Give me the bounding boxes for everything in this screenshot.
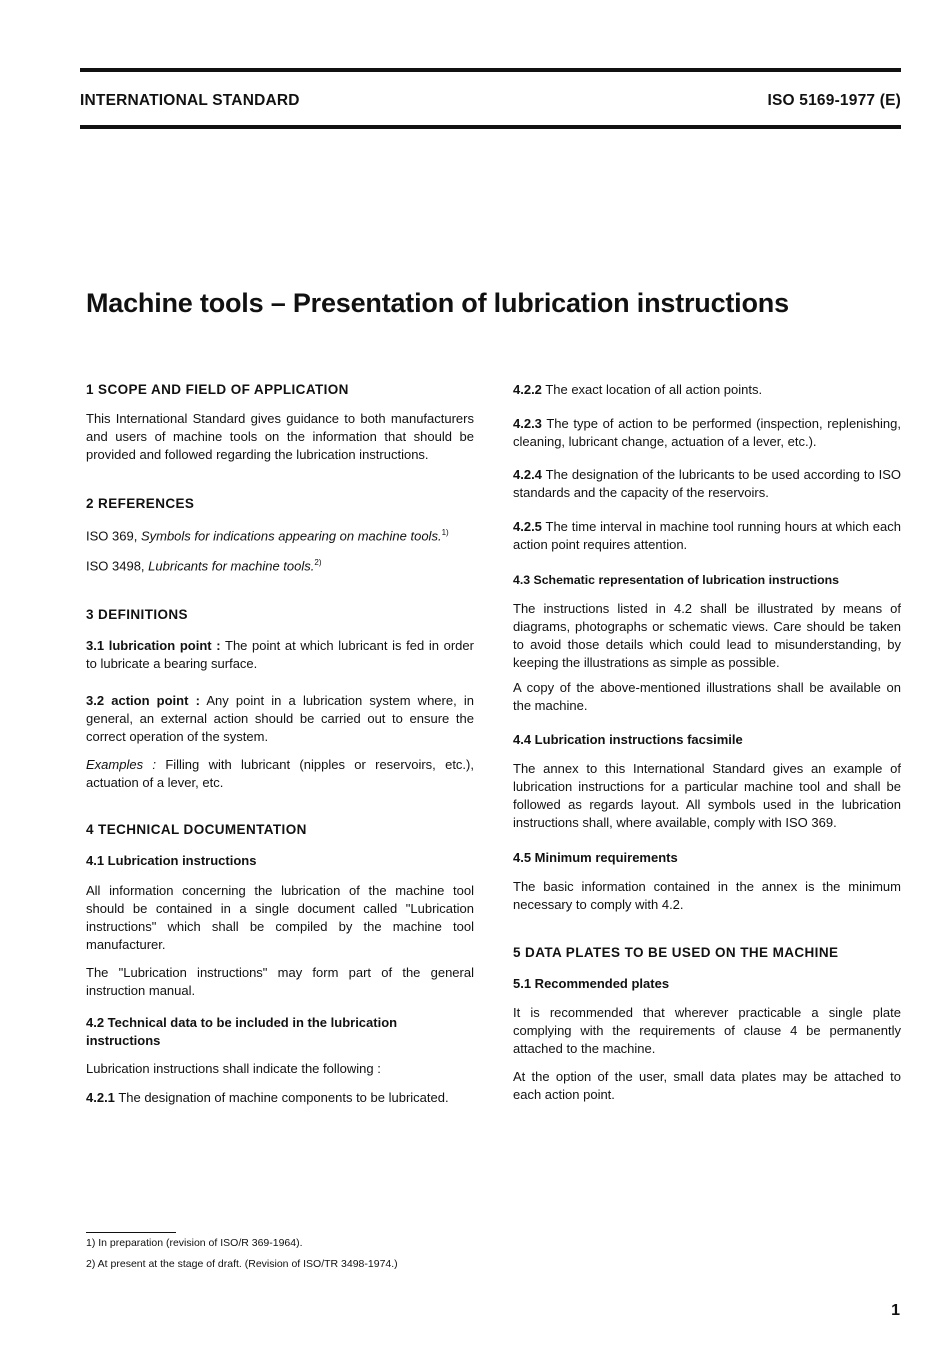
section-4-1-para-2: The "Lubrication instructions" may form part of the general instruction manual. (86, 964, 474, 998)
examples (86, 756, 474, 792)
section-5-1-heading: 5.1 Recommended plates (513, 976, 670, 991)
definition-3-1 (86, 637, 474, 673)
item-4-2-4-text: The designation of the lubricants to be used according to ISO standards and the capacity of the reservoirs. (513, 467, 901, 500)
header-top-rule (80, 68, 901, 72)
section-4-5-text: The basic information contained in the annex is the minimum necessary to comply with 4.2. (513, 879, 901, 912)
section-4-3-para-2: A copy of the above-mentioned illustrations shall be available on the machine. (513, 680, 901, 713)
section-2-heading: 2 REFERENCES (86, 496, 195, 511)
item-4-2-1-label: 4.2.1 (86, 1089, 115, 1105)
section-3-heading: 3 DEFINITIONS (86, 606, 188, 622)
section-5-heading: 5 DATA PLATES TO BE USED ON THE MACHINE (513, 945, 839, 960)
left-column (86, 381, 474, 1107)
ref2-prefix: ISO 3498, (86, 558, 145, 574)
right-column (513, 381, 901, 1104)
item-4-2-5 (513, 518, 901, 554)
definition-3-2-label: 3.2 action point : (86, 692, 200, 708)
section-4-3-heading: 4.3 Schematic representation of lubrication instructions (513, 573, 839, 587)
document-title: Machine tools – Presentation of lubrication instructions (86, 288, 789, 318)
item-4-2-3-label: 4.2.3 (513, 416, 542, 431)
section-1-heading: 1 SCOPE AND FIELD OF APPLICATION (86, 382, 349, 397)
examples-text: Filling with lubricant (nipples or reservoirs, etc.), actuation of a lever, etc. (86, 756, 474, 790)
ref1-footnote-mark: 1) (441, 528, 449, 537)
section-5-1-para-2: At the option of the user, small data plates may be attached to each action point. (513, 1069, 901, 1102)
item-4-2-2 (513, 381, 901, 399)
header-bottom-rule (80, 125, 901, 129)
section-4-2-heading: 4.2 Technical data to be included in the lubrication instructions (86, 1014, 398, 1048)
item-4-2-4-label: 4.2.4 (513, 467, 542, 482)
definition-3-1-label: 3.1 lubrication point : (86, 637, 221, 653)
page-number: 1 (891, 1302, 900, 1319)
section-5-1-para-1: It is recommended that wherever practicable a single plate complying with the requirements of clause 4 be permanently attached to the machine. (513, 1005, 901, 1056)
item-4-2-1 (86, 1089, 474, 1107)
reference-iso-3498 (86, 554, 474, 575)
section-4-4-heading: 4.4 Lubrication instructions facsimile (513, 732, 743, 747)
ref1-title: Symbols for indications appearing on machine tools. (140, 528, 442, 544)
header-right: ISO 5169-1977 (E) (767, 92, 901, 109)
section-4-1-heading: 4.1 Lubrication instructions (86, 852, 257, 868)
footnote-2: 2) At present at the stage of draft. (Revision of ISO/TR 3498-1974.) (86, 1258, 398, 1270)
header-left: INTERNATIONAL STANDARD (80, 92, 300, 109)
ref1-prefix: ISO 369, (86, 528, 138, 544)
footnote-1: 1) In preparation (revision of ISO/R 369-1964). (86, 1237, 303, 1249)
definition-3-2 (86, 692, 474, 746)
reference-iso-369 (86, 524, 474, 545)
section-4-4-text: The annex to this International Standard gives an example of lubrication instructions for a particular machine tool and shall be followed as regards layout. All symbols used in the lubrication instructions shall, where available, comply with ISO 369. (513, 761, 901, 830)
ref2-title: Lubricants for machine tools. (148, 558, 315, 574)
item-4-2-3-text: The type of action to be performed (inspection, replenishing, cleaning, lubricant change, actuation of a lever, etc.). (513, 416, 901, 449)
section-4-5-heading: 4.5 Minimum requirements (513, 850, 678, 865)
section-1-text: This International Standard gives guidance to both manufacturers and users of machine tools on the information that should be provided and followed regarding the lubrication instructions. (86, 411, 474, 462)
section-4-1-para-1: All information concerning the lubrication of the machine tool should be contained in a single document called "Lubrication instructions" which shall be compiled by the machine tool manufacturer. (86, 882, 474, 952)
ref2-footnote-mark: 2) (314, 558, 322, 568)
footnote-rule (86, 1232, 176, 1233)
item-4-2-2-label: 4.2.2 (513, 382, 542, 397)
examples-label: Examples : (86, 756, 156, 772)
section-4-heading: 4 TECHNICAL DOCUMENTATION (86, 821, 307, 837)
section-4-2-intro: Lubrication instructions shall indicate the following : (86, 1060, 381, 1076)
item-4-2-2-text: The exact location of all action points. (545, 382, 763, 397)
section-4-3-para-1: The instructions listed in 4.2 shall be illustrated by means of diagrams, photographs or schematic views. Care should be taken to avoid those details which could lead to misunderstanding, by keeping the illustrations as simple as possible. (513, 601, 901, 670)
definition-3-1-text: The point at which lubricant is fed in order to lubricate a bearing surface. (86, 637, 474, 671)
item-4-2-1-text: The designation of machine components to be lubricated. (118, 1089, 449, 1105)
item-4-2-3 (513, 415, 901, 451)
definition-3-2-text: Any point in a lubrication system where, in general, an external action should be carried out to ensure the correct operation of the system. (86, 692, 474, 744)
item-4-2-4 (513, 466, 901, 502)
item-4-2-5-label: 4.2.5 (513, 519, 542, 534)
item-4-2-5-text: The time interval in machine tool running hours at which each action point requires attention. (513, 519, 901, 552)
